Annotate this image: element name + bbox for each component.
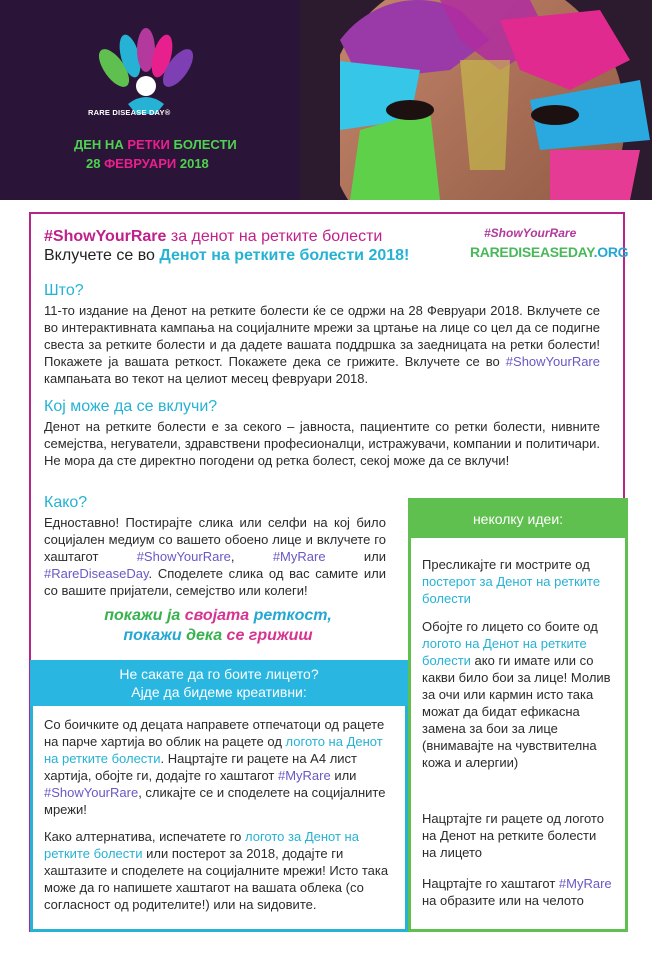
slogan: покажи ја својата реткост, покажи дека се грижиш	[104, 607, 332, 644]
right-hashtag: #ShowYourRare	[484, 226, 577, 240]
ideas-title: неколку идеи:	[408, 498, 628, 538]
rare-disease-day-logo	[86, 28, 206, 138]
headline-hashtag: #ShowYourRare за денот на ретките болести	[44, 228, 383, 245]
creative-title: Не сакате да го боите лицето? Ајде да бидеме креативни:	[30, 660, 408, 706]
banner-title-line2: 28 ФЕВРУАРИ 2018	[86, 156, 209, 171]
section-what-title: Што?	[44, 282, 84, 299]
idea-4: Нацртајте го хаштагот #MyRare на образите или на челото	[422, 876, 612, 908]
painted-face-image	[300, 0, 652, 200]
website-link[interactable]: RAREDISEASEDAY.ORG	[470, 244, 629, 260]
idea-2: Обојте го лицето со боите од логото на Денот на ретките болести ако ги имате или со какви било бои за лице! Молив за очи или кармин исто така можат да бидат ефикасна замена за бои за лице (внимавајте на чувствителна кожа и алергии)	[422, 619, 611, 770]
section-who-title: Кој може да се вклучи?	[44, 398, 218, 415]
headline-join: Вклучете се во Денот на ретките болести 2018!	[44, 247, 410, 264]
banner-title-line1: ДЕН НА РЕТКИ БОЛЕСТИ	[74, 137, 237, 152]
header-banner	[0, 0, 652, 200]
section-what-text: 11-то издание на Денот на ретките болести ќе се одржи на 28 Февруари 2018. Вклучете се во интерактивната кампања на социјалните мрежи за цртање на лице со цел да се подигне свеста за ретките болести и да дадете вашата поддршка за заедницата на ретки болести! Покажете ја вашата реткост. Покажете дека се грижите. Вклучете се во #ShowYourRare кампањата во текот на целиот месец февруари 2018.	[44, 303, 600, 386]
idea-3: Нацртајте ги рацете од логото на Денот на ретките болести на лицето	[422, 811, 604, 860]
creative-paragraph-1: Со боичките од децата направете отпечатоци од рацете на парче хартија во облик на рацете од логото на Денот на ретките болести. Нацртајте ги рацете на А4 лист хартија, обојте ги, додајте го хаштагот #MyRare или #ShowYourRare, сликајте се и споделете на социјалните мрежи!	[44, 717, 386, 817]
section-who-text: Денот на ретките болести е за секого – јавноста, пациентите со ретки болести, нивните семејства, негуватели, здравствени професионалци, истражувачи, компании и политичари. Не мора да сте директно погодени од ретка болест, секој може да се вклучи!	[44, 419, 600, 468]
logo-caption: RARE DISEASE DAY®	[88, 108, 171, 117]
section-how-title: Како?	[44, 494, 88, 511]
creative-paragraph-2: Како алтернатива, испечатете го логото за Денот на ретките болести или постерот за 2018, додајте ги хаштазите и споделете на социјалните мрежи! Исто така може да го напишете хаштагот на вашата облека (со согласност од родителите!) или на ѕидовите.	[44, 829, 389, 912]
section-how-text: Едноставно! Постирајте слика или селфи на кој било социјален медиум со вашето обоено лице и вклучете го хаштагот #ShowYourRare, #MyRare или #RareDiseaseDay. Споделете слика од вас самите или со вашите пријатели, семејство или колеги!	[44, 515, 386, 598]
idea-1: Пресликајте ги мострите од постерот за Денот на ретките болести	[422, 557, 601, 606]
